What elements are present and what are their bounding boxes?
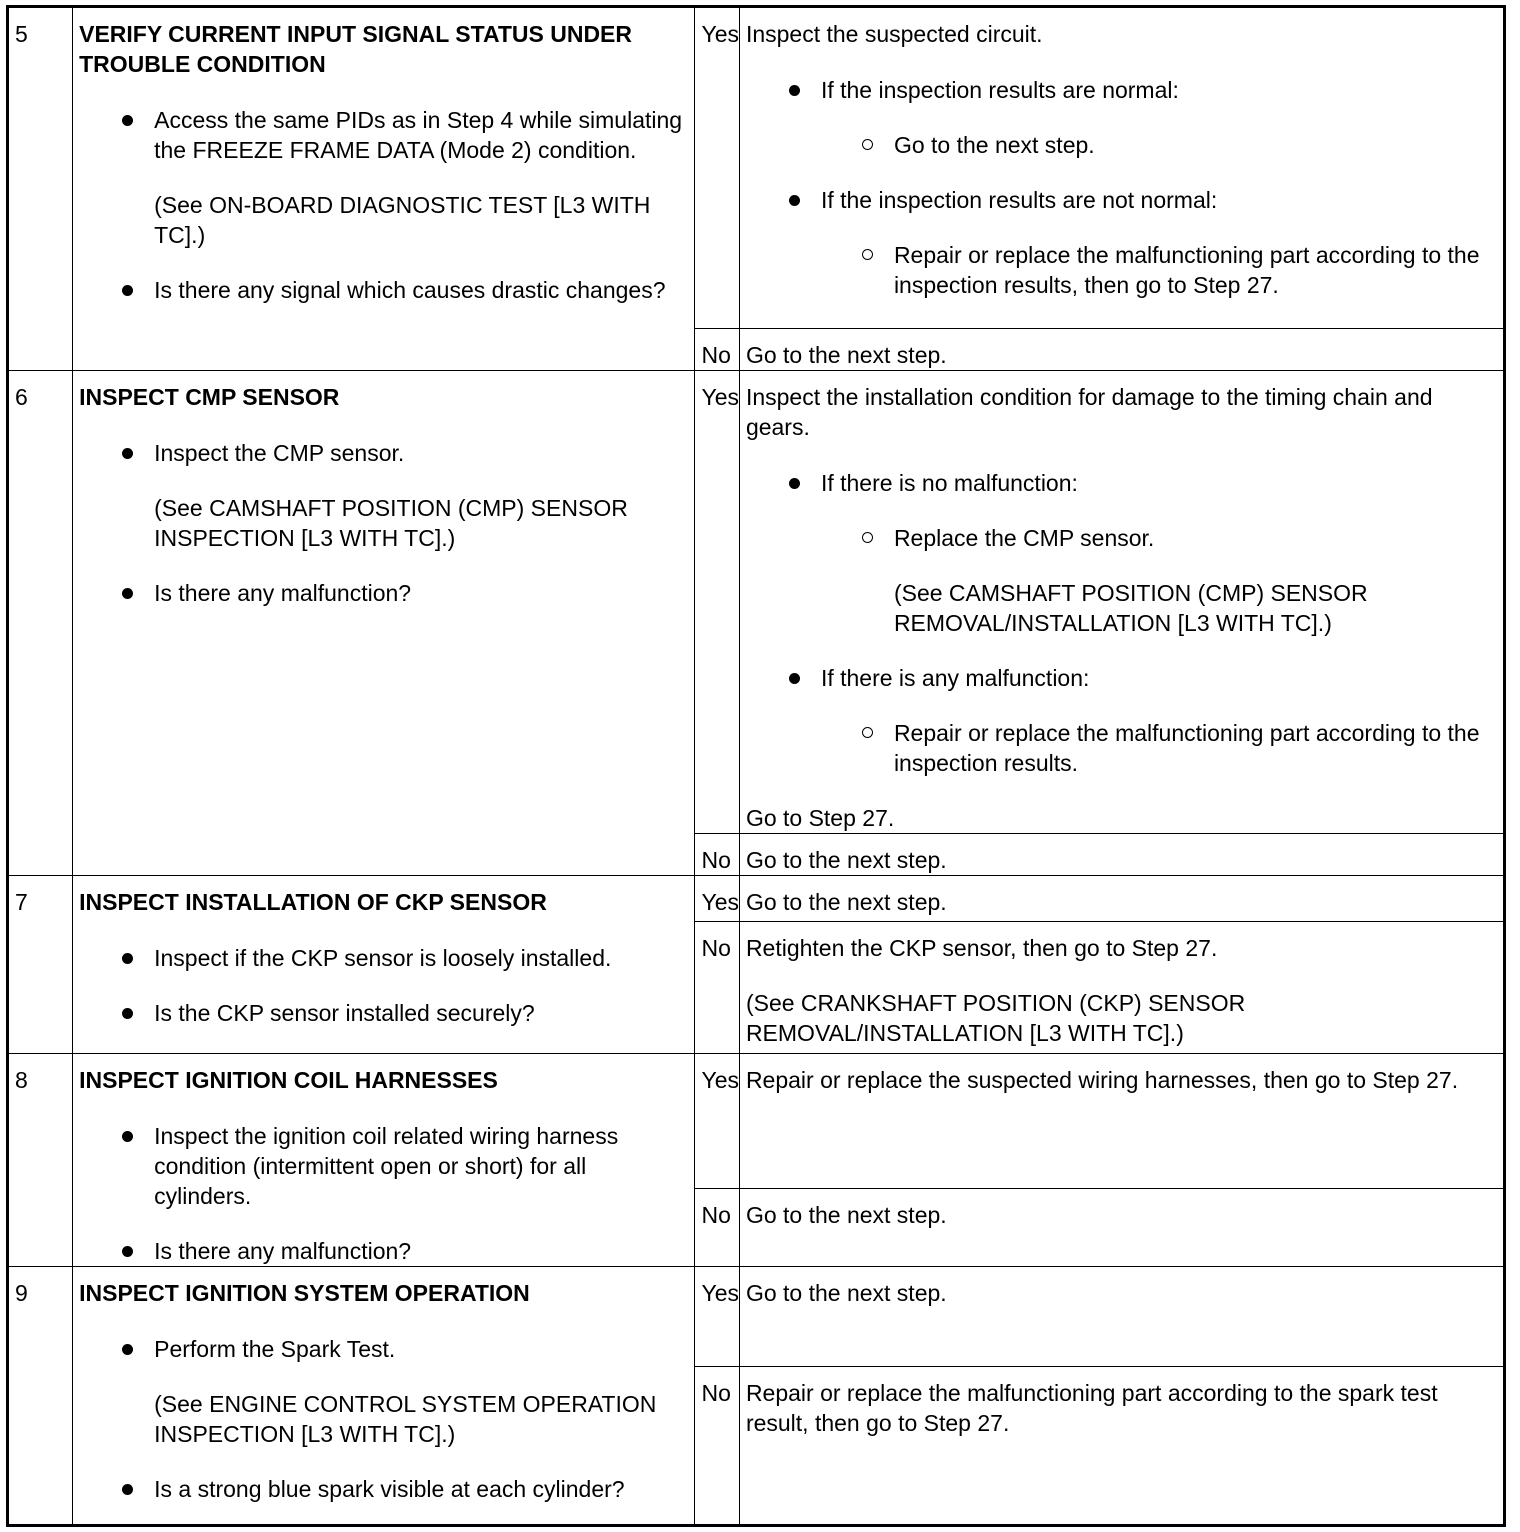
yes-result: [739, 7, 1504, 329]
action-item: [154, 275, 688, 305]
no-result: Go to the next step.: [739, 329, 1504, 371]
action-item: [154, 998, 688, 1028]
step-action-cell: [73, 1054, 695, 1267]
action-list: [79, 943, 688, 1028]
step-row-9: [8, 1267, 1505, 1367]
step-action-cell: [73, 371, 695, 876]
result-subitem: [894, 523, 1497, 638]
result-reference: (See CAMSHAFT POSITION (CMP) SENSOR REMOVAL/INSTALLATION [L3 WITH TC].): [893, 580, 1368, 636]
result-action: Replace the CMP sensor.: [893, 525, 1155, 551]
no-result: Go to the next step.: [739, 834, 1504, 876]
action-text: Inspect the CMP sensor.: [154, 440, 405, 466]
action-text: Is a strong blue spark visible at each cylinder?: [154, 1476, 625, 1502]
result-list: [746, 75, 1497, 300]
action-text: Is there any malfunction?: [154, 1238, 412, 1264]
yes-label: Yes: [695, 876, 739, 922]
result-intro: Retighten the CKP sensor, then go to Step 27.: [745, 934, 1218, 961]
yes-result: [739, 371, 1504, 834]
action-list: [79, 1334, 688, 1504]
action-item: [154, 1334, 688, 1449]
action-reference: (See ON-BOARD DIAGNOSTIC TEST [L3 WITH TC].): [154, 192, 651, 248]
action-text: Is there any malfunction?: [154, 580, 412, 606]
result-item: [821, 663, 1497, 778]
action-item: [154, 578, 688, 608]
step-number: 6: [8, 371, 73, 876]
step-title: INSPECT CMP SENSOR: [79, 384, 340, 410]
diagnostic-procedure-table: [6, 5, 1506, 1527]
action-reference: (See CAMSHAFT POSITION (CMP) SENSOR INSPECTION [L3 WITH TC].): [154, 495, 628, 551]
yes-label: Yes: [695, 1267, 739, 1367]
result-sublist: [821, 240, 1497, 300]
result-condition: If the inspection results are not normal:: [820, 187, 1218, 213]
action-item: [154, 438, 688, 553]
step-number: 5: [8, 7, 73, 371]
result-action: Go to the next step.: [893, 132, 1095, 158]
yes-label: Yes: [695, 371, 739, 834]
action-text: Inspect the ignition coil related wiring harness condition (intermittent open or short) for all cylinders.: [154, 1123, 619, 1209]
action-text: Is there any signal which causes drastic changes?: [154, 277, 666, 303]
action-text: Is the CKP sensor installed securely?: [154, 1000, 535, 1026]
step-row-5: [8, 7, 1505, 329]
step-title: INSPECT IGNITION SYSTEM OPERATION: [79, 1280, 530, 1306]
result-subitem: [894, 240, 1497, 300]
step-row-8: [8, 1054, 1505, 1189]
no-label: No: [695, 329, 739, 371]
yes-result: Go to the next step.: [739, 1267, 1504, 1367]
result-action: Repair or replace the malfunctioning part according to the inspection results, then go to Step 27.: [893, 242, 1480, 298]
result-subitem: [894, 718, 1497, 778]
step-title: INSPECT IGNITION COIL HARNESSES: [79, 1067, 498, 1093]
no-result: Go to the next step.: [739, 1188, 1504, 1266]
no-label: No: [695, 1188, 739, 1266]
step-action-cell: [73, 876, 695, 1054]
action-item: [154, 105, 688, 250]
result-outro: Go to Step 27.: [745, 805, 895, 831]
step-row-7: [8, 876, 1505, 922]
yes-label: Yes: [695, 1054, 739, 1189]
action-text: Inspect if the CKP sensor is loosely installed.: [154, 945, 612, 971]
action-text: Perform the Spark Test.: [154, 1336, 396, 1362]
action-item: [154, 1121, 688, 1211]
action-list: [79, 1121, 688, 1266]
yes-label: Yes: [695, 7, 739, 329]
result-condition: If there is any malfunction:: [820, 665, 1090, 691]
action-text: Access the same PIDs as in Step 4 while simulating the FREEZE FRAME DATA (Mode 2) condition.: [154, 107, 683, 163]
yes-result: Go to the next step.: [739, 876, 1504, 922]
action-item: [154, 943, 688, 973]
no-label: No: [695, 834, 739, 876]
action-item: [154, 1236, 688, 1266]
result-item: [821, 468, 1497, 638]
result-sublist: [821, 130, 1497, 160]
result-reference: (See CRANKSHAFT POSITION (CKP) SENSOR REMOVAL/INSTALLATION [L3 WITH TC].): [745, 989, 1246, 1046]
result-sublist: [821, 718, 1497, 778]
no-label: No: [695, 921, 739, 1053]
action-list: [79, 105, 688, 305]
step-number: 8: [8, 1054, 73, 1267]
yes-result: Repair or replace the suspected wiring harnesses, then go to Step 27.: [739, 1054, 1504, 1189]
result-list: [746, 468, 1497, 778]
result-item: [821, 185, 1497, 300]
action-reference: (See ENGINE CONTROL SYSTEM OPERATION INSPECTION [L3 WITH TC].): [154, 1391, 657, 1447]
result-item: [821, 75, 1497, 160]
step-title: INSPECT INSTALLATION OF CKP SENSOR: [79, 889, 547, 915]
step-row-6: [8, 371, 1505, 834]
step-title: VERIFY CURRENT INPUT SIGNAL STATUS UNDER TROUBLE CONDITION: [79, 21, 633, 77]
result-intro: Inspect the installation condition for damage to the timing chain and gears.: [745, 384, 1433, 440]
result-intro: Inspect the suspected circuit.: [745, 21, 1043, 47]
no-result: Repair or replace the malfunctioning part according to the spark test result, then go to Step 27.: [739, 1367, 1504, 1526]
no-label: No: [695, 1367, 739, 1526]
result-condition: If there is no malfunction:: [820, 470, 1078, 496]
step-action-cell: [73, 7, 695, 371]
result-subitem: [894, 130, 1497, 160]
action-item: [154, 1474, 688, 1504]
result-sublist: [821, 523, 1497, 638]
result-action: Repair or replace the malfunctioning part according to the inspection results.: [893, 720, 1480, 776]
step-number: 7: [8, 876, 73, 1054]
no-result: [739, 921, 1504, 1053]
step-action-cell: [73, 1267, 695, 1526]
step-number: 9: [8, 1267, 73, 1526]
result-condition: If the inspection results are normal:: [820, 77, 1179, 103]
action-list: [79, 438, 688, 608]
